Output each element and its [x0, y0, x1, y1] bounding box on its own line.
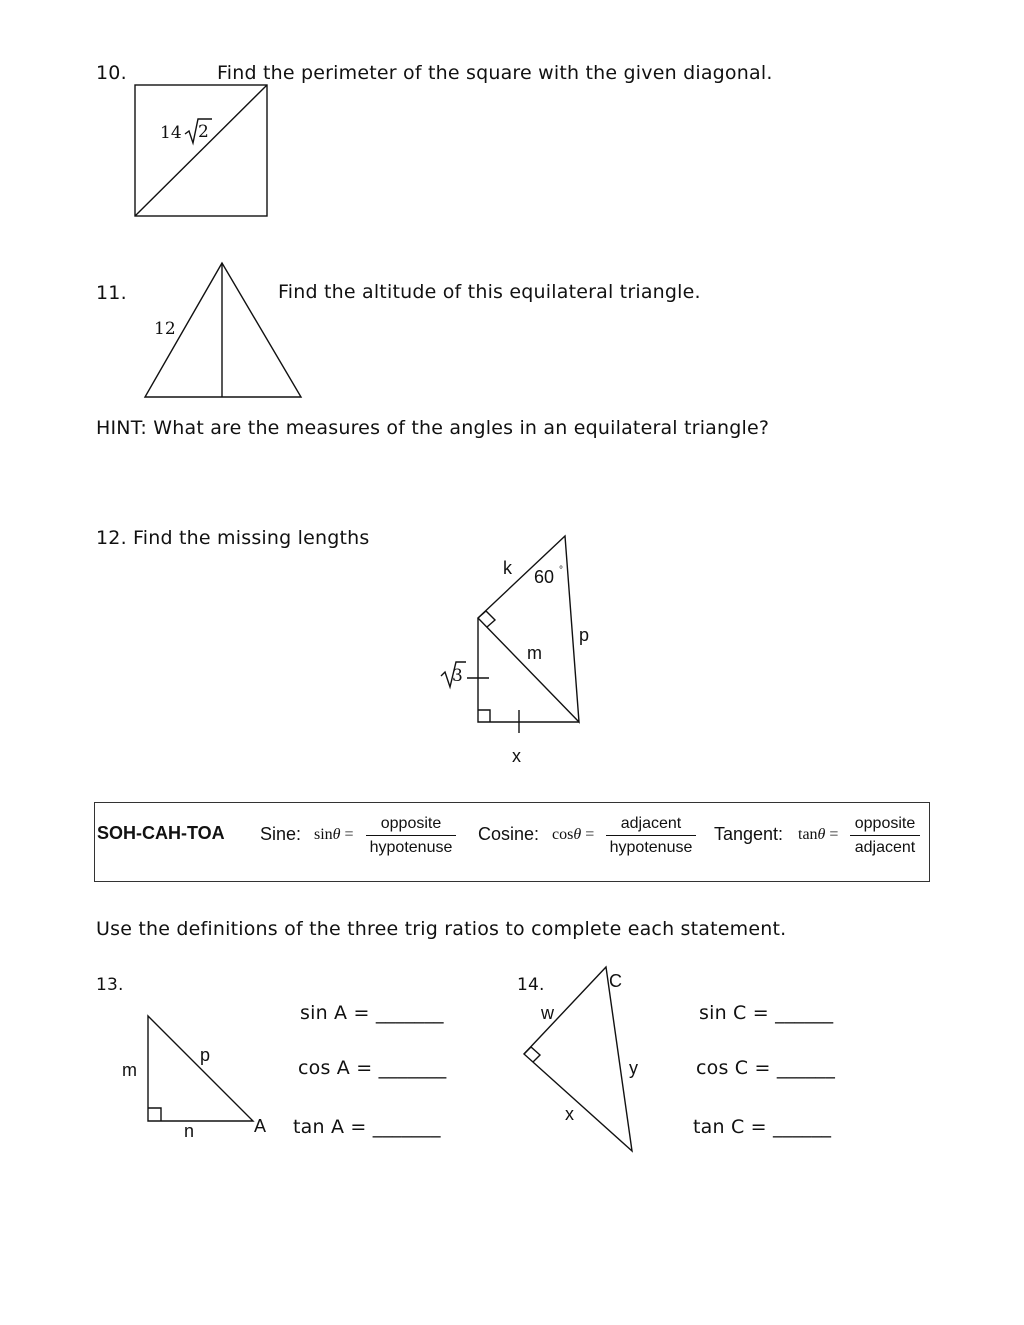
label-m: m: [527, 643, 542, 663]
cosine-label: Cosine:: [478, 824, 540, 844]
cosine-fraction: [606, 813, 696, 860]
instruction-text: Use the definitions of the three trig ratios to complete each statement.: [96, 918, 787, 940]
question-14-number: 14.: [517, 975, 545, 995]
right-angle-marker-14: [524, 1047, 540, 1062]
question-11-prompt: Find the altitude of this equilateral triangle.: [278, 281, 701, 303]
square-diagonal: [135, 85, 267, 216]
sine-label: Sine:: [260, 824, 302, 844]
q13-label-p: p: [200, 1045, 211, 1065]
degree-symbol: °: [559, 565, 563, 576]
upper-triangle: [478, 536, 579, 722]
tangent-denominator: adjacent: [854, 839, 916, 856]
right-angle-marker-upper: [478, 611, 495, 627]
q14-label-x: x: [565, 1104, 574, 1124]
sine-fraction: [366, 813, 456, 860]
question-12-prompt: 12. Find the missing lengths: [96, 527, 370, 549]
q14-label-w: w: [541, 1003, 554, 1023]
q14-sin-statement: sin C = ______: [699, 1002, 834, 1024]
tangent-numerator: opposite: [850, 813, 920, 836]
label-p: p: [579, 625, 590, 645]
cosine-function: cosθ =: [552, 826, 595, 843]
label-k: k: [503, 558, 512, 578]
q13-label-n: n: [184, 1121, 195, 1141]
right-angle-marker-lower: [478, 710, 490, 722]
soh-cah-toa-title: SOH-CAH-TOA: [97, 823, 225, 843]
q14-tan-statement: tan C = ______: [693, 1116, 832, 1138]
radicand-3: 3: [452, 666, 463, 686]
q13-label-A: A: [254, 1116, 267, 1136]
label-x: x: [512, 746, 521, 766]
q13-sin-statement: sin A = _______: [300, 1002, 444, 1024]
sine-denominator: hypotenuse: [369, 839, 453, 856]
q13-label-m: m: [122, 1060, 137, 1080]
diagonal-coefficient: 14: [160, 123, 182, 143]
hint-text: HINT: What are the measures of the angles in an equilateral triangle?: [96, 417, 770, 439]
question-11-number: 11.: [96, 282, 127, 304]
cosine-numerator: adjacent: [606, 813, 696, 836]
right-angle-marker-13: [148, 1108, 161, 1121]
angle-label: 60: [534, 567, 555, 587]
tangent-function: tanθ =: [798, 826, 839, 843]
sine-numerator: opposite: [366, 813, 456, 836]
question-10-prompt: Find the perimeter of the square with the given diagonal.: [217, 62, 773, 84]
q14-label-C: C: [609, 971, 622, 991]
sine-function: sinθ =: [314, 826, 354, 843]
tangent-fraction: [850, 813, 920, 860]
q14-cos-statement: cos C = ______: [696, 1057, 836, 1079]
diagonal-radicand: 2: [198, 122, 209, 142]
q13-cos-statement: cos A = _______: [298, 1057, 447, 1079]
question-10-number: 10.: [96, 62, 127, 84]
cosine-denominator: hypotenuse: [609, 839, 693, 856]
q14-label-y: y: [629, 1058, 638, 1078]
tangent-label: Tangent:: [714, 824, 784, 844]
question-13-number: 13.: [96, 975, 124, 995]
triangle-side-label: 12: [154, 319, 176, 339]
triangle-13: [148, 1016, 253, 1121]
q13-tan-statement: tan A = _______: [293, 1116, 441, 1138]
